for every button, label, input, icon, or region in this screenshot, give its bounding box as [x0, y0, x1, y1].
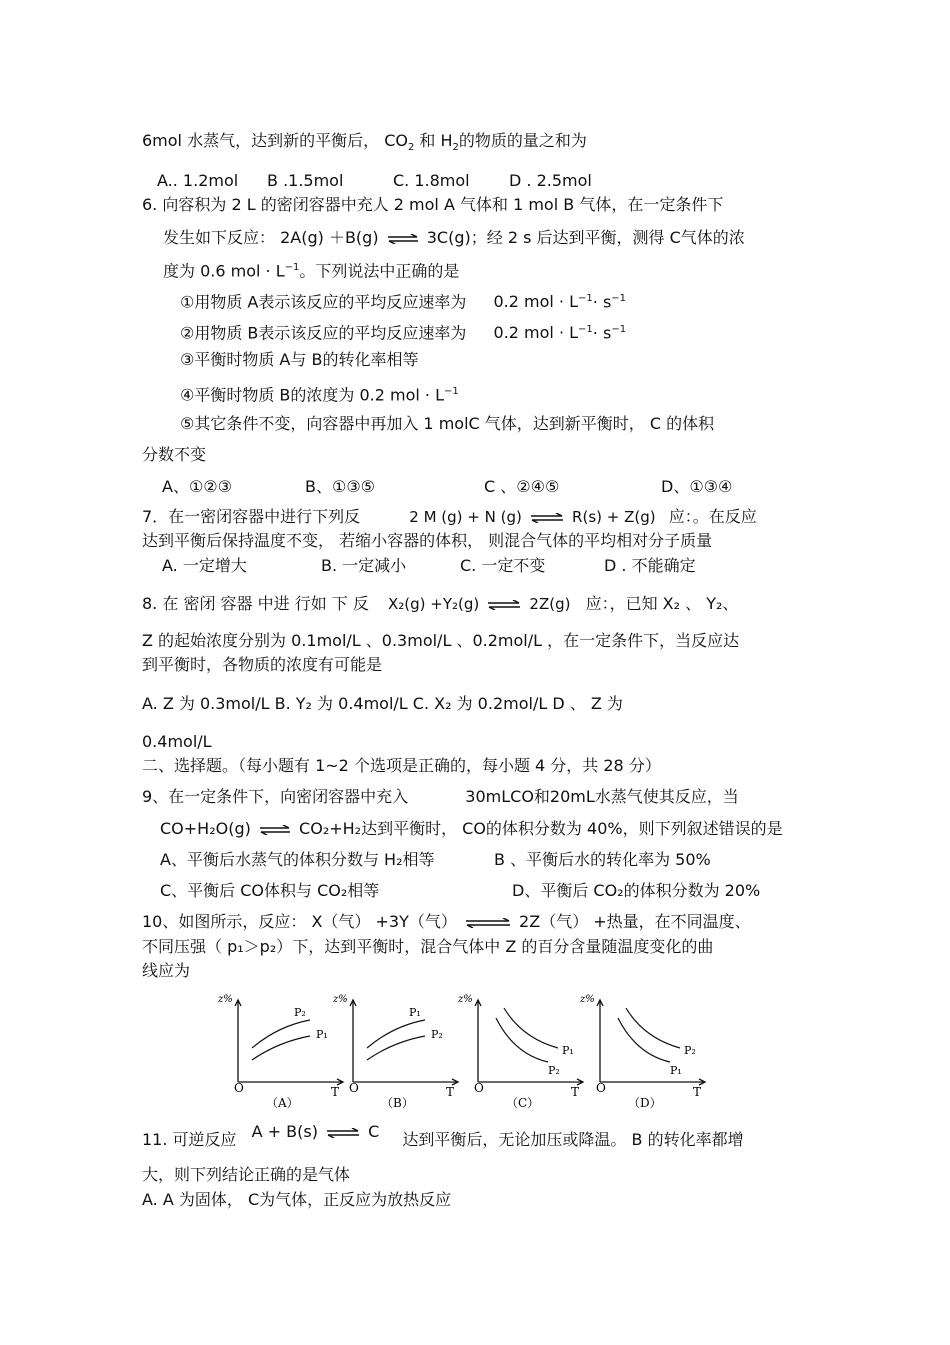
- y-axis-label: z%: [218, 994, 233, 1005]
- q6-s4: ④平衡时物质 B的浓度为 0.2 mol · L: [180, 385, 445, 405]
- q11-l1b: 达到平衡后，无论加压或降温。 B 的转化率都增: [402, 1130, 744, 1149]
- curve-upper-label: P₂: [684, 1044, 696, 1057]
- q8-line-4: A. Z 为 0.3mol/L B. Y₂ 为 0.4mol/L C. X₂ 为 0.2mol/L D 、 Z 为: [142, 694, 623, 713]
- q11-eq-right: C: [368, 1122, 380, 1141]
- q6-s1v: 0.2 mol · L: [493, 292, 579, 312]
- q8-l1a: 8. 在 密闭 容器 中进 行如 下 反: [142, 594, 369, 613]
- x-axis-label: T: [571, 1085, 580, 1099]
- x-axis-label: T: [331, 1085, 340, 1099]
- y-axis-label: z%: [458, 994, 473, 1005]
- curve-lower: [252, 1036, 310, 1060]
- origin-label: O: [234, 1081, 244, 1095]
- q9-option-c: C、平衡后 CO体积与 CO₂相等: [160, 881, 380, 900]
- q6-s1-sup: −1: [578, 293, 593, 304]
- curve-upper-label: P₁: [409, 1006, 421, 1019]
- q5-option-a: A.. 1.2mol: [157, 171, 239, 190]
- equilibrium-arrow-icon: [326, 1128, 360, 1138]
- q5-option-c: C. 1.8mol: [393, 171, 470, 190]
- q6-statement-5: ⑤其它条件不变，向容器中再加入 1 molC 气体，达到新平衡时， C 的体积: [180, 414, 715, 433]
- q7-option-d: D . 不能确定: [604, 556, 696, 575]
- q11-line-3: A. A 为固体， C为气体，正反应为放热反应: [142, 1190, 452, 1209]
- q9-l1b: 30mLCO和20mL水蒸气使其反应，当: [465, 787, 739, 806]
- q6-s2-s: · s: [592, 323, 612, 343]
- y-axis-label: z%: [333, 994, 348, 1005]
- q7-eq-right: R(s) + Z(g): [572, 508, 656, 526]
- graph-label: （A）: [266, 1096, 299, 1110]
- curve-lower-label: P₁: [316, 1028, 328, 1041]
- q6-l3sup: −1: [284, 262, 300, 273]
- curve-lower-label: P₂: [431, 1028, 443, 1041]
- q7-option-c: C. 一定不变: [460, 556, 546, 575]
- curve-lower-label: P₂: [548, 1064, 560, 1077]
- q9-option-b: B 、平衡后水的转化率为 50%: [494, 850, 711, 869]
- graph-label: （B）: [381, 1096, 414, 1110]
- q6-s2-sup: −1: [578, 324, 593, 335]
- q5-co: CO: [384, 131, 408, 150]
- q11-line-1: [142, 1122, 744, 1150]
- curve-lower: [367, 1036, 425, 1060]
- q6-option-d: D、①③④: [661, 477, 733, 496]
- q6-s4-sup: −1: [444, 386, 459, 397]
- q8-eq-right: 2Z(g): [529, 595, 571, 613]
- q6-option-c: C 、②④⑤: [484, 477, 560, 496]
- curve-upper-label: P₂: [294, 1006, 306, 1019]
- graph-label: （C）: [506, 1096, 540, 1110]
- q11-eq-left: A + B(s): [251, 1122, 318, 1141]
- q7-option-b: B. 一定减小: [321, 556, 407, 575]
- q6-s1-s: · s: [592, 292, 612, 312]
- q8-l1b: 应：，已知 X₂ 、 Y₂、: [585, 594, 739, 613]
- q10-line-3: 线应为: [142, 961, 191, 980]
- q6-l2b: 3C(g)；经 2 s 后达到平衡，测得 C气体的浓: [426, 228, 745, 247]
- q9-option-d: D、平衡后 CO₂的体积分数为 20%: [512, 881, 761, 900]
- q6-statement-5-cont: 分数不变: [142, 445, 207, 464]
- curve-lower: [496, 1018, 548, 1062]
- q6-l3a: 度为 0.6 mol · L: [163, 261, 285, 281]
- q6-option-b: B、①③⑤: [305, 477, 376, 496]
- section-2-heading: 二、选择题。（每小题有 1~2 个选项是正确的，每小题 4 分，共 28 分）: [142, 756, 661, 775]
- q8-line-3: 到平衡时，各物质的浓度有可能是: [142, 655, 383, 674]
- q6-s1-s-sup: −1: [611, 293, 627, 304]
- q7-option-a: A. 一定增大: [162, 556, 247, 575]
- q8-line-5: 0.4mol/L: [142, 732, 212, 751]
- q10-line-2: 不同压强（ p₁＞p₂）下，达到平衡时，混合气体中 Z 的百分含量随温度变化的曲: [142, 937, 714, 956]
- q5-h: 和 H: [414, 131, 453, 150]
- curve-lower-label: P₁: [670, 1064, 682, 1077]
- q8-line-2: Z 的起始浓度分别为 0.1mol/L 、0.3mol/L 、0.2mol/L ，在一定条件下，当反应达: [142, 631, 740, 650]
- q5-option-d: D . 2.5mol: [509, 171, 592, 190]
- q10-l1a: 10、如图所示，反应： X（气） +3Y（气）: [142, 912, 457, 931]
- origin-label: O: [474, 1081, 484, 1095]
- x-axis-label: T: [693, 1085, 702, 1099]
- q11-l1a: 11. 可逆反应: [142, 1130, 237, 1149]
- q6-s2-s-sup: −1: [611, 324, 627, 335]
- q9-l1a: 9、在一定条件下，向密闭容器中充入: [142, 787, 409, 806]
- curve-lower: [618, 1018, 670, 1062]
- q7-line-2: 达到平衡后保持温度不变， 若缩小容器的体积， 则混合气体的平均相对分子质量: [142, 531, 713, 550]
- q6-l3b: 。下列说法中正确的是: [299, 261, 460, 281]
- q5-text-a: 6mol 水蒸气，达到新的平衡后，: [142, 131, 380, 150]
- q6-statement-3: ③平衡时物质 A与 B的转化率相等: [180, 350, 419, 369]
- q7-l1b: 应：。在反应: [668, 507, 757, 526]
- origin-label: O: [596, 1081, 606, 1095]
- q5-h-sub: 2: [452, 142, 459, 154]
- x-axis-label: T: [446, 1085, 455, 1099]
- q6-s1: ①用物质 A表示该反应的平均反应速率为: [180, 292, 467, 312]
- q5-option-b: B .1.5mol: [267, 171, 344, 190]
- q6-option-a: A、①②③: [162, 477, 232, 496]
- q6-s2: ②用物质 B表示该反应的平均反应速率为: [180, 323, 467, 343]
- q5-text-b: 的物质的量之和为: [458, 131, 587, 150]
- q7-l1a: 7．在一密闭容器中进行下列反: [142, 507, 361, 526]
- q7-eq-left: 2 M (g) + N (g): [409, 508, 522, 526]
- q6-l2a: 发生如下反应： 2A(g) ＋B(g): [163, 228, 379, 247]
- origin-label: O: [349, 1081, 359, 1095]
- q5-co-sub: 2: [407, 142, 415, 154]
- q9-l2a: CO+H₂O(g): [160, 819, 251, 838]
- q10-l1b: 2Z（气） +热量，在不同温度、: [519, 912, 751, 931]
- curve-upper-label: P₁: [562, 1044, 574, 1057]
- q8-eq-left: X₂(g) +Y₂(g): [387, 595, 480, 613]
- q11-line-2: 大，则下列结论正确的是气体: [142, 1165, 351, 1184]
- q6-line-1: 6. 向容积为 2 L 的密闭容器中充人 2 mol A 气体和 1 mol B 气体，在一定条件下: [142, 195, 724, 214]
- q6-s2v: 0.2 mol · L: [493, 323, 579, 343]
- graph-label: （D）: [628, 1096, 662, 1110]
- q9-l2b: CO₂+H₂达到平衡时， CO的体积分数为 40%，则下列叙述错误的是: [299, 819, 783, 838]
- y-axis-label: z%: [580, 994, 595, 1005]
- q9-option-a: A、平衡后水蒸气的体积分数与 H₂相等: [160, 850, 435, 869]
